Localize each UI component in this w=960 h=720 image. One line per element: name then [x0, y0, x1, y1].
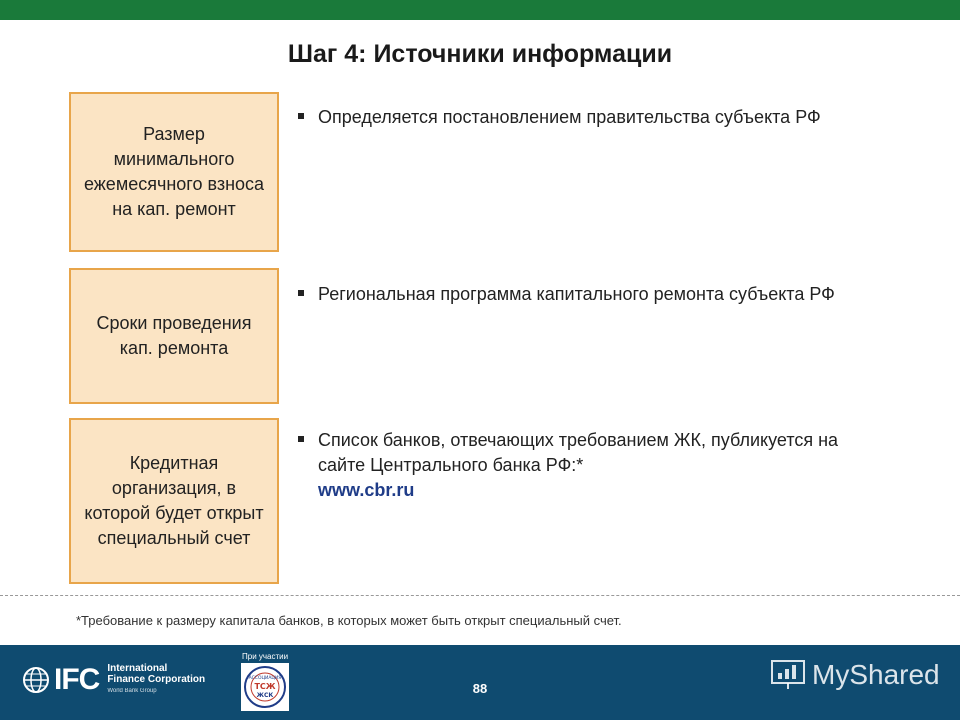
- bullet-text: Определяется постановлением правительства субъекта РФ: [318, 107, 821, 127]
- seal-line3: ЖСК: [256, 692, 274, 699]
- info-box-repair-timing: [69, 268, 279, 404]
- presentation-icon: [770, 659, 806, 691]
- top-accent-bar: [0, 0, 960, 20]
- bullet-square-icon: [298, 290, 304, 296]
- bullet-square-icon: [298, 113, 304, 119]
- seal-line2: ТСЖ: [254, 682, 276, 691]
- watermark-text: MyShared: [812, 659, 940, 690]
- ifc-name-line1: International: [107, 663, 168, 674]
- cbr-link[interactable]: www.cbr.ru: [318, 480, 415, 500]
- bullet-item: [298, 428, 858, 503]
- bullet-item: [298, 105, 858, 130]
- page-title: Шаг 4: Источники информации: [287, 40, 673, 68]
- info-box-credit-organization: [69, 418, 279, 584]
- ifc-mark: IFC: [54, 663, 100, 696]
- page-number: 88: [472, 681, 488, 696]
- partner-label: При участии: [242, 652, 289, 661]
- watermark: [770, 659, 940, 691]
- seal-line1: АССОЦИАЦИЯ: [248, 676, 282, 681]
- bullet-text: Список банков, отвечающих требованием ЖК, публикуется на сайте Центрального банка РФ:*: [318, 430, 839, 475]
- footnote: *Требование к размеру капитала банков, в которых может быть открыт специальный счет.: [76, 613, 622, 628]
- ifc-name-line2: Finance Corporation: [107, 674, 206, 685]
- info-box-label: Кредитная организация, в которой будет открыт специальный счет: [84, 453, 264, 548]
- footer-bar: [0, 645, 960, 720]
- bullet-text: Региональная программа капитального ремонта субъекта РФ: [318, 284, 835, 304]
- bullet-square-icon: [298, 436, 304, 442]
- divider: [0, 595, 960, 596]
- bullet-item: [298, 282, 858, 307]
- info-box-label: Размер минимального ежемесячного взноса на кап. ремонт: [83, 124, 265, 219]
- info-box-label: Сроки проведения кап. ремонта: [96, 313, 252, 358]
- ifc-group: World Bank Group: [107, 688, 157, 694]
- info-box-contribution-size: [69, 92, 279, 252]
